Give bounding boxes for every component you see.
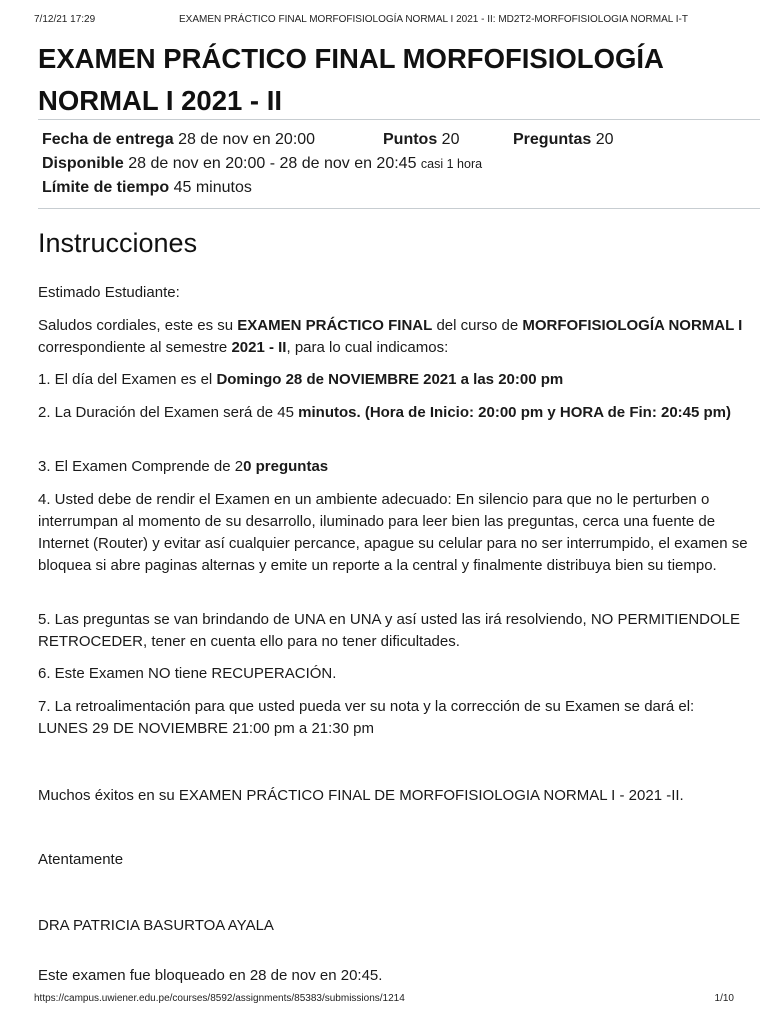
intro-course-name: MORFOFISIOLOGÍA NORMAL I (522, 317, 743, 334)
points (383, 130, 459, 150)
instructions-heading: Instrucciones (38, 228, 198, 258)
available-label: Disponible (42, 155, 124, 172)
available-value: 28 de nov en 20:00 - 28 de nov en 20:45 (128, 155, 417, 172)
points-value: 20 (441, 131, 460, 148)
divider-bottom (38, 208, 760, 209)
intro-text-1: Saludos cordiales, este es su (38, 317, 238, 334)
exam-title: EXAMEN PRÁCTICO FINAL MORFOFISIOLOGÍA NORMAL I 2021 - II (38, 43, 663, 116)
instruction-item-3 (38, 456, 748, 478)
page-url: https://campus.uwiener.edu.pe/courses/8592/assignments/85383/submissions/1214 (34, 993, 405, 1004)
intro-text-2: del curso de (432, 317, 523, 334)
print-page-title: EXAMEN PRÁCTICO FINAL MORFOFISIOLOGÍA NORMAL I 2021 - II: MD2T2-MORFOFISIOLOGIA NORMAL I-T (179, 14, 688, 25)
intro-exam-name: EXAMEN PRÁCTICO FINAL (237, 317, 433, 334)
instruction-item-2 (38, 402, 748, 424)
available (42, 154, 482, 174)
intro-paragraph (38, 315, 748, 359)
points-label: Puntos (383, 131, 438, 148)
signature: DRA PATRICIA BASURTOA AYALA (38, 917, 274, 934)
item-2-text: 2. La Duración del Examen será de 45 (38, 404, 299, 421)
divider-top (38, 119, 760, 120)
available-note: casi 1 hora (420, 157, 483, 171)
instruction-item-5: 5. Las preguntas se van brindando de UNA en UNA y así usted las irá resolviendo, NO PERMITIENDOLE RETROCEDER, tener en cuenta ello para no tener dificultades. (38, 611, 741, 650)
item-3-text: 3. El Examen Comprende de 2 (38, 458, 244, 475)
print-date: 7/12/21 17:29 (34, 14, 96, 25)
instruction-item-1 (38, 369, 748, 391)
page-number: 1/10 (714, 993, 734, 1004)
item-3-bold: 0 preguntas (243, 458, 329, 475)
item-1-text: 1. El día del Examen es el (38, 371, 217, 388)
time-limit-label: Límite de tiempo (42, 179, 170, 196)
time-limit-value: 45 minutos (173, 179, 252, 196)
instruction-item-6: 6. Este Examen NO tiene RECUPERACIÓN. (38, 665, 337, 682)
due-date (42, 130, 315, 150)
intro-text-3: correspondiente al semestre (38, 339, 232, 356)
item-1-bold: Domingo 28 de NOVIEMBRE 2021 a las 20:00 pm (216, 371, 564, 388)
regards: Atentamente (38, 851, 124, 868)
instruction-item-4: 4. Usted debe de rendir el Examen en un ambiente adecuado: En silencio para que no le perturben o interrumpan al momento de su desarrollo, iluminado para leer bien las preguntas, cerca una fuente de Internet (Router) y evitar así cualquier percance, apague su celular para no ser interrumpido, el examen se bloquea si abre paginas alternas y emite un reporte a la central y finalmente distribuya bien su tiempo. (38, 491, 748, 574)
locked-notice: Este examen fue bloqueado en 28 de nov en 20:45. (38, 967, 383, 984)
due-date-value: 28 de nov en 20:00 (178, 131, 316, 148)
due-date-label: Fecha de entrega (42, 131, 174, 148)
intro-text-4: , para lo cual indicamos: (286, 339, 449, 356)
questions (513, 130, 614, 150)
questions-label: Preguntas (513, 131, 592, 148)
instruction-item-7: 7. La retroalimentación para que usted pueda ver su nota y la corrección de su Examen se dará el: LUNES 29 DE NOVIEMBRE 21:00 pm a 21:30 pm (38, 698, 695, 737)
questions-value: 20 (595, 131, 614, 148)
greeting: Estimado Estudiante: (38, 284, 180, 301)
closing-message: Muchos éxitos en su EXAMEN PRÁCTICO FINAL DE MORFOFISIOLOGIA NORMAL I - 2021 -II. (38, 787, 684, 804)
time-limit (42, 178, 252, 198)
item-2-bold: minutos. (Hora de Inicio: 20:00 pm y HORA de Fin: 20:45 pm) (298, 404, 732, 421)
intro-semester: 2021 - II (231, 339, 287, 356)
